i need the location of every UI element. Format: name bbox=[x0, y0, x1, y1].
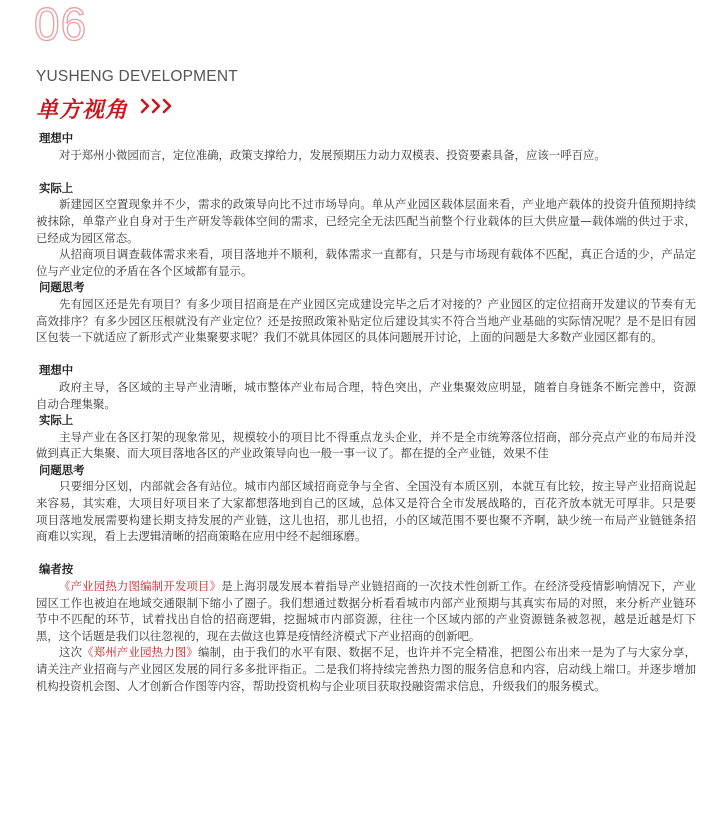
s1-question-heading: 问题思考 bbox=[39, 280, 85, 295]
section-title-row bbox=[36, 92, 174, 124]
s1-question-text: 先有园区还是先有项目？有多少项目招商是在产业园区完成建设完毕之后才对接的？产业园区的定位招商开发建议的节奏有无高效排序？有多少园区压根就没有产业定位？还是按照政策补贴定位后建设其实不符合当地产业基础的实际情况呢？是不是旧有园区包装一下就适应了新形式产业集聚要求呢？我们不就具体园区的具体问题展开讨论，上面的问题是大多数产业园区都有的。 bbox=[36, 296, 696, 345]
s1-ideal-text: 对于郑州小微园而言，定位准确，政策支撑给力，发展预期压力动力双模表、投资要素具备，应该一呼百应。 bbox=[59, 147, 606, 162]
s2-actual-heading: 实际上 bbox=[39, 413, 74, 428]
triple-chevron-right-icon bbox=[140, 97, 174, 119]
s2-ideal-heading: 理想中 bbox=[39, 363, 74, 378]
editor-paragraph-1 bbox=[36, 578, 696, 644]
article-body bbox=[36, 130, 696, 694]
editor-note-heading: 编者按 bbox=[39, 562, 74, 577]
editor-paragraph-2-lead: 这次 bbox=[59, 645, 83, 660]
s1-actual-heading: 实际上 bbox=[39, 180, 74, 195]
spacer bbox=[36, 163, 696, 180]
heatmap-title-highlight: 《郑州产业园热力图》 bbox=[82, 645, 199, 660]
s1-ideal-heading: 理想中 bbox=[39, 131, 74, 145]
s1-actual-paragraph-1: 新建园区空置现象并不少，需求的政策导向比不过市场导向。单从产业园区载体层面来看，产业地产载体的投资升值预期持续被抹除，单靠产业自身对于生产研发等载体空间的需求，已经完全无法匹配当前整个行业载体的巨大供应量—载体端的供过于求，已经成为园区常态。 bbox=[36, 197, 696, 245]
s1-actual-paragraph-2: 从招商项目调查载体需求来看，项目落地并不顺利，载体需求一直都有，只是与市场现有载体不匹配，真正合适的少，产品定位与产业定位的矛盾在各个区域都有显示。 bbox=[36, 247, 696, 278]
section-subtitle: YUSHENG DEVELOPMENT bbox=[36, 68, 238, 85]
s2-question-heading: 问题思考 bbox=[39, 462, 85, 477]
spacer bbox=[36, 346, 696, 363]
editor-paragraph-2 bbox=[36, 644, 696, 694]
project-title-highlight: 《产业园热力图编制开发项目》 bbox=[59, 579, 222, 594]
s2-actual-text: 主导产业在各区打架的现象常见，规模较小的项目比不得重点龙头企业，并不是全市统筹落位招商，部分亮点产业的布局并没做到真正大集聚、而大项目落地各区的产业政策导向也一般一事一议了。都在提的全产业链，效果不佳 bbox=[36, 429, 696, 461]
section-title: 单方视角 bbox=[36, 97, 129, 123]
editor-paragraph-2-text: 编制，由于我们的水平有限、数据不足，也许并不完全精准，把图公布出来一是为了与大家分享，请关注产业招商与产业园区发展的同行多多批评指正。二是我们将持续完善热力图的服务信息和内容，启动线上端口。并逐步增加机构投资机会图、人才创新合作图等内容，帮助投资机构与企业项目获取投融资需求信息，升级我们的服务模式。 bbox=[36, 645, 696, 693]
section-number: 06 bbox=[34, 0, 88, 50]
editor-paragraph-1-text: 是上海羽晟发展本着指导产业链招商的一次技术性创新工作。在经济受疫情影响情况下，产业园区工作也被迫在地域交通限制下缩小了圈子。我们想通过数据分析看看城市内部产业预期与其真实布局的对照，来分析产业链环节中不匹配的环节，试着找出自恰的招商逻辑，挖掘城市内部资源，往往一个区域内部的产业资源链条被忽视，越是近越是灯下黑，这个话题是我们以往忽视的，现在去做这也算是疫情经济模式下产业招商的创新吧。 bbox=[36, 579, 696, 643]
s2-ideal-text: 政府主导，各区域的主导产业清晰，城市整体产业布局合理，特色突出，产业集聚效应明显，随着自身链条不断完善中，资源自动合理集聚。 bbox=[36, 379, 696, 411]
s2-question-text: 只要细分区划，内部就会各有站位。城市内部区域招商竞争与全省、全国没有本质区别，本就互有比较，按主导产业招商说起来容易，其实难，大项目好项目来了大家都想落地到自己的区域，总体又是符合全市发展战略的，百花齐放本就无可厚非。只是要项目落地发展需要构建长期支持发展的产业链，这儿也招，那儿也招，小的区域范围不要也聚不齐啊，缺少统一布局产业链链条招商难以实现，看上去逻辑清晰的招商策略在应用中经不起细琢磨。 bbox=[36, 479, 696, 544]
spacer bbox=[36, 545, 696, 562]
